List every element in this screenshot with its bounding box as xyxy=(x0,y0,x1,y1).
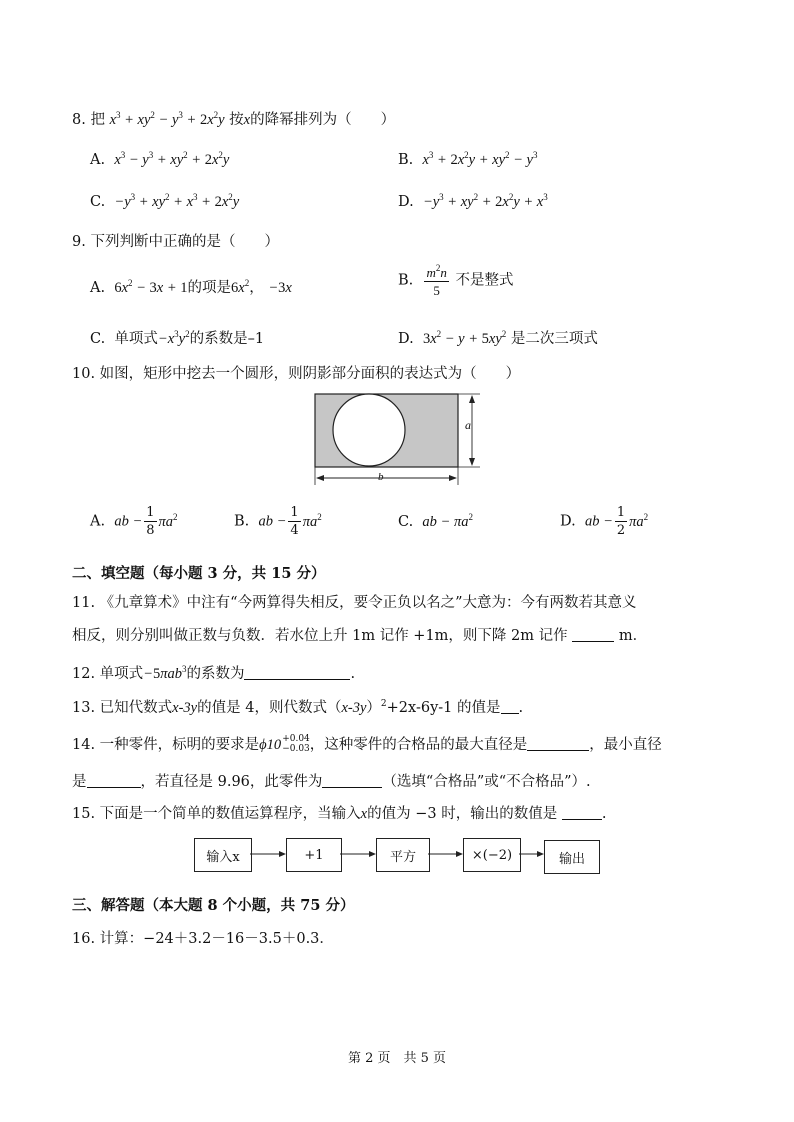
q14-max-blank[interactable] xyxy=(527,736,589,751)
q9-option-d[interactable]: D. $3x^2 - y + 5xy^2$ 是二次三项式 xyxy=(398,329,598,347)
q10-option-d[interactable]: D. ab − $\frac{1}{2}$ $\pi a^2$ xyxy=(560,505,649,538)
flow-input: 输入x xyxy=(194,838,252,872)
q8-option-c[interactable]: C. $-y^3 + xy^2 + x^3 + 2x^2y$ xyxy=(90,192,240,210)
q11-line1: 11. 《九章算术》中注有“今两算得失相反，要令正负以名之”大意为：今有两数若其意义 xyxy=(72,595,637,611)
label-a: a xyxy=(465,418,471,432)
q9-option-b[interactable]: B. $\frac{m^2n}{5}$ 不是整式 xyxy=(398,263,514,298)
q15-stem: 15. 下面是一个简单的数值运算程序，当输入x的值为 −3 时，输出的数值是 . xyxy=(72,806,607,822)
page-footer: 第 2 页 共 5 页 xyxy=(347,1051,447,1066)
section-3-title: 三、解答题（本大题 8 个小题，共 75 分） xyxy=(72,897,355,914)
section-2-title: 二、填空题（每小题 3 分，共 15 分） xyxy=(72,565,326,582)
q8-option-b[interactable]: B. $x^3 + 2x^2y + xy^2 - y^3$ xyxy=(398,150,538,168)
q13-answer-blank[interactable] xyxy=(501,699,519,714)
q12-answer-blank[interactable] xyxy=(244,665,350,680)
cut-circle xyxy=(333,394,405,466)
q8-option-a[interactable]: A. $x^3 - y^3 + xy^2 + 2x^2y$ xyxy=(90,150,230,168)
q10-stem: 10. 如图，矩形中挖去一个圆形，则阴影部分面积的表达式为（ ） xyxy=(72,366,521,382)
q16-stem: 16. 计算：−24＋3.2－16－3.5＋0.3． xyxy=(72,931,334,947)
q10-option-c[interactable]: C. ab − $\pi a^2$ xyxy=(398,512,473,530)
flow-output: 输出 xyxy=(544,840,600,874)
q14-line1: 14. 一种零件，标明的要求是ϕ10 +0.04 −0.03 ，这种零件的合格品的最大直径是 ，最小直径 xyxy=(72,734,662,754)
q9-option-c[interactable]: C. 单项式$-x^3y^2$的系数是–1 xyxy=(90,329,265,347)
q9-stem: 9. 下列判断中正确的是（ ） xyxy=(72,234,279,250)
q12-stem: 12. 单项式−5πab$^3$的系数为 . xyxy=(72,664,356,682)
flow-multiply: ×(−2) xyxy=(463,838,521,872)
label-b: b xyxy=(378,471,384,483)
q10-option-a[interactable]: A. ab − $\frac{1}{8}$ $\pi a^2$ xyxy=(90,505,178,538)
q14-min-blank[interactable] xyxy=(87,773,141,788)
flow-add-one: +1 xyxy=(286,838,342,872)
q13-stem: 13. 已知代数式x-3y的值是 4，则代数式$(x-3y)^2+2x-6y-1$ 的值是 . xyxy=(72,699,524,716)
q10-option-b[interactable]: B. ab − $\frac{1}{4}$ $\pi a^2$ xyxy=(234,505,322,538)
q8-option-d[interactable]: D. $-y^3 + xy^2 + 2x^2y + x^3$ xyxy=(398,192,548,210)
q8-stem: 8. 把 $x^3 + xy^2 - y^3 + 2x^2y$ 按x的降幂排列为（ ） xyxy=(72,110,396,128)
q14-line2: 是 ，若直径是 9.96，此零件为 （选填“合格品”或“不合格品”）. xyxy=(72,774,591,790)
q14-judge-blank[interactable] xyxy=(322,773,382,788)
q8-expression: $x^3 + xy^2 - y^3 + 2x^2y$ xyxy=(109,110,225,128)
q9-option-a[interactable]: A. $6x^2 - 3x + 1$的项是$6x^2$， −3x xyxy=(90,278,292,296)
q15-answer-blank[interactable] xyxy=(562,805,602,820)
q11-line2: 相反，则分别叫做正数与负数．若水位上升 1m 记作 +1m，则下降 2m 记作 m． xyxy=(72,628,648,644)
flow-arrows xyxy=(250,846,544,862)
flow-square: 平方 xyxy=(376,838,430,872)
rectangle-circle-figure xyxy=(305,388,490,488)
q11-answer-blank[interactable] xyxy=(572,627,614,642)
